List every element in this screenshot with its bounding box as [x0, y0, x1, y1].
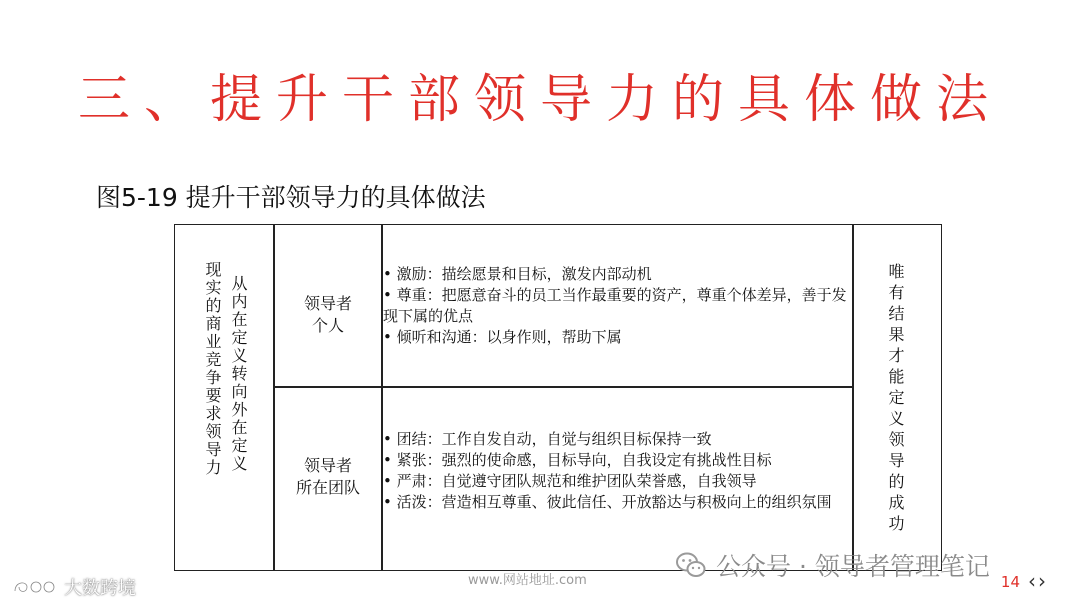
left-column-text-b: 从内在定义转向外在定义: [229, 275, 248, 473]
wechat-icon: [676, 551, 706, 579]
row-label-individual: [275, 293, 381, 337]
divider-line: [852, 225, 854, 570]
bullet-item: • 激励：描绘愿景和目标，激发内部动机: [383, 265, 652, 283]
bullet-list-team: [383, 429, 851, 513]
bullet-list-individual: [383, 264, 851, 348]
slide-title: 三、提升干部领导力的具体做法: [77, 70, 1002, 130]
bullet-item: • 紧张：强烈的使命感，目标导向，自我设定有挑战性目标: [383, 451, 772, 469]
row-label-line: 所在团队: [295, 478, 360, 497]
bullet-item: • 严肃：自觉遵守团队规范和维护团队荣誉感，自我领导: [383, 472, 757, 490]
bullet-item: • 尊重：把愿意奋斗的员工当作最重要的资产，尊重个体差异，善于发现下属的优点: [383, 286, 847, 325]
logo-icon: [12, 577, 58, 597]
row-label-line: 领导者: [303, 294, 352, 313]
nav-arrows-button[interactable]: ‹›: [1028, 569, 1048, 593]
divider-line: [273, 225, 275, 570]
bullet-item: • 倾听和沟通：以身作则，帮助下属: [383, 328, 622, 346]
divider-line: [273, 386, 852, 388]
right-column-text: 唯有结果才能定义领导的成功: [886, 263, 905, 536]
footer-url: www.网站地址.com: [468, 573, 587, 588]
figure-caption: 图5-19 提升干部领导力的具体做法: [96, 183, 486, 212]
logo: [12, 576, 136, 598]
row-label-line: 领导者: [303, 456, 352, 475]
bullet-item: • 活泼：营造相互尊重、彼此信任、开放豁达与积极向上的组织氛围: [383, 493, 832, 511]
leadership-diagram: [174, 224, 942, 571]
watermark: [676, 548, 990, 582]
bullet-item: • 团结：工作自发自动，自觉与组织目标保持一致: [383, 430, 712, 448]
row-label-line: 个人: [311, 316, 344, 335]
left-column-text-a: 现实的商业竞争要求领导力: [203, 261, 222, 477]
logo-text: 大数跨境: [64, 578, 136, 599]
row-label-team: [275, 455, 381, 499]
watermark-text: 公众号 · 领导者管理笔记: [716, 552, 990, 581]
page-number: 14: [1000, 573, 1020, 591]
